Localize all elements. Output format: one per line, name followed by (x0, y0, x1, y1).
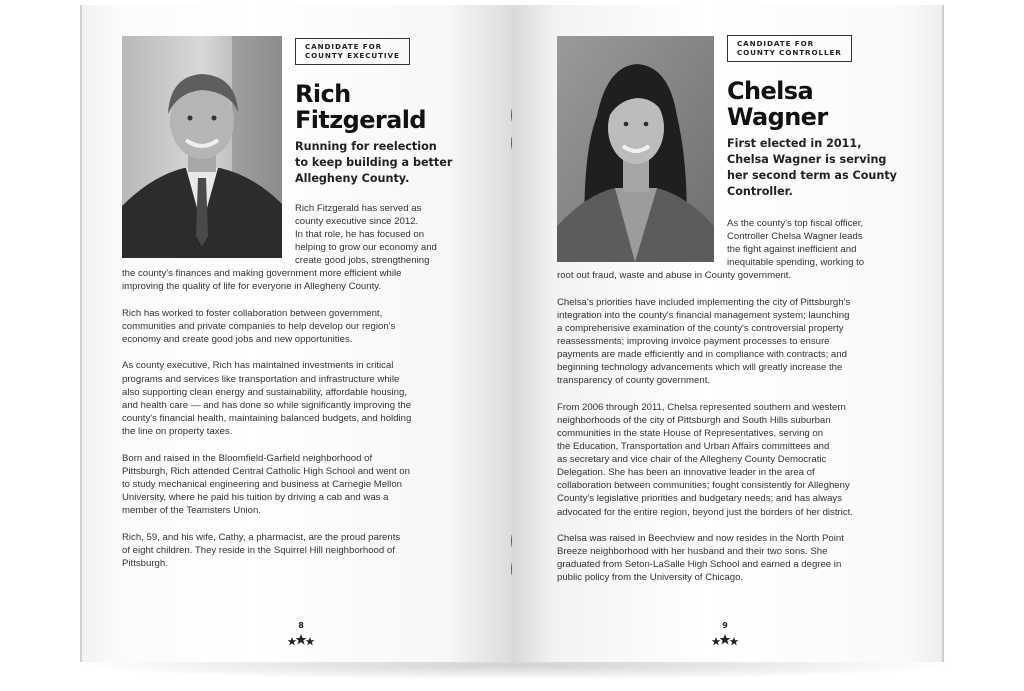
text-line: root out fraud, waste and abuse in County government. (557, 270, 792, 281)
candidate-tagline (295, 139, 452, 187)
badge-line: CANDIDATE FOR (737, 39, 815, 48)
text-line: Rich, 59, and his wife, Cathy, a pharmacist, are the proud parents (122, 531, 401, 543)
stars-icon (286, 633, 316, 647)
text-line: transparency of county government. (557, 375, 711, 387)
tagline-line: Chelsa Wagner is serving (727, 153, 887, 166)
text-line: the Education, Transportation and Urban Affairs committees and (557, 441, 830, 453)
office-badge (727, 35, 852, 62)
text-line: create good jobs, strengthening (295, 255, 430, 267)
name-last: Wagner (727, 103, 828, 131)
candidate-name (295, 81, 426, 133)
tagline-line: Running for reelection (295, 140, 437, 153)
text-line: a comprehensive examination of the county's controversial property (557, 322, 844, 334)
intro-text (727, 217, 864, 269)
text-line: As the county's top fiscal officer, (727, 218, 864, 229)
candidate-tagline (727, 136, 897, 200)
text-line: as secretary and vice chair of the Allegheny County Democratic (557, 454, 827, 466)
badge-line: COUNTY EXECUTIVE (305, 51, 400, 60)
text-line: graduated from Seton-LaSalle High School and earned a degree in (557, 559, 842, 571)
chelsa-wagner-portrait (557, 36, 714, 262)
left-page (80, 5, 512, 662)
text-line: county executive since 2012. (295, 216, 419, 228)
intro-text (295, 202, 437, 267)
text-line: Rich has worked to foster collaboration between government, (122, 307, 383, 319)
text-line: beginning technology advancements which will greatly increase the (557, 362, 843, 374)
text-line: Rich Fitzgerald has served as (295, 203, 422, 214)
page-number: 9 (722, 621, 728, 630)
name-first: Rich (295, 80, 351, 108)
tagline-line: Allegheny County. (295, 172, 410, 185)
text-line: Pittsburgh, Rich attended Central Catholic High School and went on (122, 465, 410, 477)
text-line: inequitable spending, working to (727, 257, 865, 269)
body-text (557, 269, 853, 584)
text-line: Chelsa's priorities have included implementing the city of Pittsburgh's (557, 296, 851, 308)
name-first: Chelsa (727, 77, 814, 105)
text-line: payments are made efficiently and in compliance with contracts; and (557, 348, 847, 360)
text-line: programs and services like transportation and infrastructure while (122, 373, 400, 385)
tagline-line: First elected in 2011, (727, 137, 862, 150)
text-line: From 2006 through 2011, Chelsa represented southern and western (557, 401, 846, 413)
text-line: Pittsburgh. (122, 557, 168, 569)
text-line: County's legislative priorities and budgetary needs; and has always (557, 493, 843, 505)
text-line: advocated for the entire region, beyond just the borders of her district. (557, 506, 853, 518)
rich-fitzgerald-portrait (122, 36, 282, 258)
text-line: also supporting clean energy and sustainability, affordable housing, (122, 386, 407, 398)
stars-icon (710, 633, 740, 647)
text-line: In that role, he has focused on (295, 229, 425, 241)
text-line: public policy from the University of Chicago. (557, 572, 744, 584)
text-line: the fight against inefficient and (727, 244, 857, 256)
office-badge (295, 38, 410, 65)
text-line: neighborhoods of the city of Pittsburgh and South Hills suburban (557, 414, 831, 426)
text-line: University, where he paid his tuition by driving a cab and was a (122, 491, 389, 503)
text-line: As county executive, Rich has maintained investments in critical (122, 360, 394, 372)
text-line: integration into the county's financial management system; launching (557, 309, 850, 321)
tagline-line: to keep building a better (295, 156, 453, 169)
text-line: reassessments; improving invoice payment processes to ensure (557, 335, 830, 347)
text-line: Delegation. She has been an innovative leader in the area of (557, 467, 815, 479)
text-line: improving the quality of life for everyone in Allegheny County. (122, 281, 381, 293)
text-line: the line on property taxes. (122, 425, 233, 437)
name-last: Fitzgerald (295, 106, 426, 134)
text-line: Breeze neighborhood with her husband and their two sons. She (557, 546, 828, 558)
text-line: the county's finances and making government more efficient while (122, 268, 402, 279)
text-line: communities and private companies to help develop our region's (122, 320, 396, 332)
text-line: collaboration between communities; fought consistently for Allegheny (557, 480, 850, 492)
text-line: communities in the state House of Representatives, serving on (557, 427, 824, 439)
text-line: to study mechanical engineering and business at Carnegie Mellon (122, 478, 402, 490)
text-line: economy and create good jobs and new opportunities. (122, 333, 353, 345)
text-line: Controller Chelsa Wagner leads (727, 231, 863, 243)
body-text (122, 267, 411, 570)
page-number: 8 (298, 621, 304, 630)
text-line: county's financial health, maintaining balanced budgets, and holding (122, 412, 412, 424)
text-line: of eight children. They reside in the Squirrel Hill neighborhood of (122, 544, 395, 556)
badge-line: COUNTY CONTROLLER (737, 48, 842, 57)
text-line: and health care — and has done so while significantly improving the (122, 399, 412, 411)
right-page (512, 5, 944, 662)
text-line: member of the Teamsters Union. (122, 504, 261, 516)
text-line: Chelsa was raised in Beechview and now resides in the North Point (557, 533, 844, 545)
tagline-line: Controller. (727, 185, 793, 198)
candidate-name (727, 78, 828, 130)
badge-line: CANDIDATE FOR (305, 42, 383, 51)
text-line: Born and raised in the Bloomfield-Garfield neighborhood of (122, 452, 373, 464)
tagline-line: her second term as County (727, 169, 897, 182)
text-line: helping to grow our economy and (295, 242, 437, 254)
